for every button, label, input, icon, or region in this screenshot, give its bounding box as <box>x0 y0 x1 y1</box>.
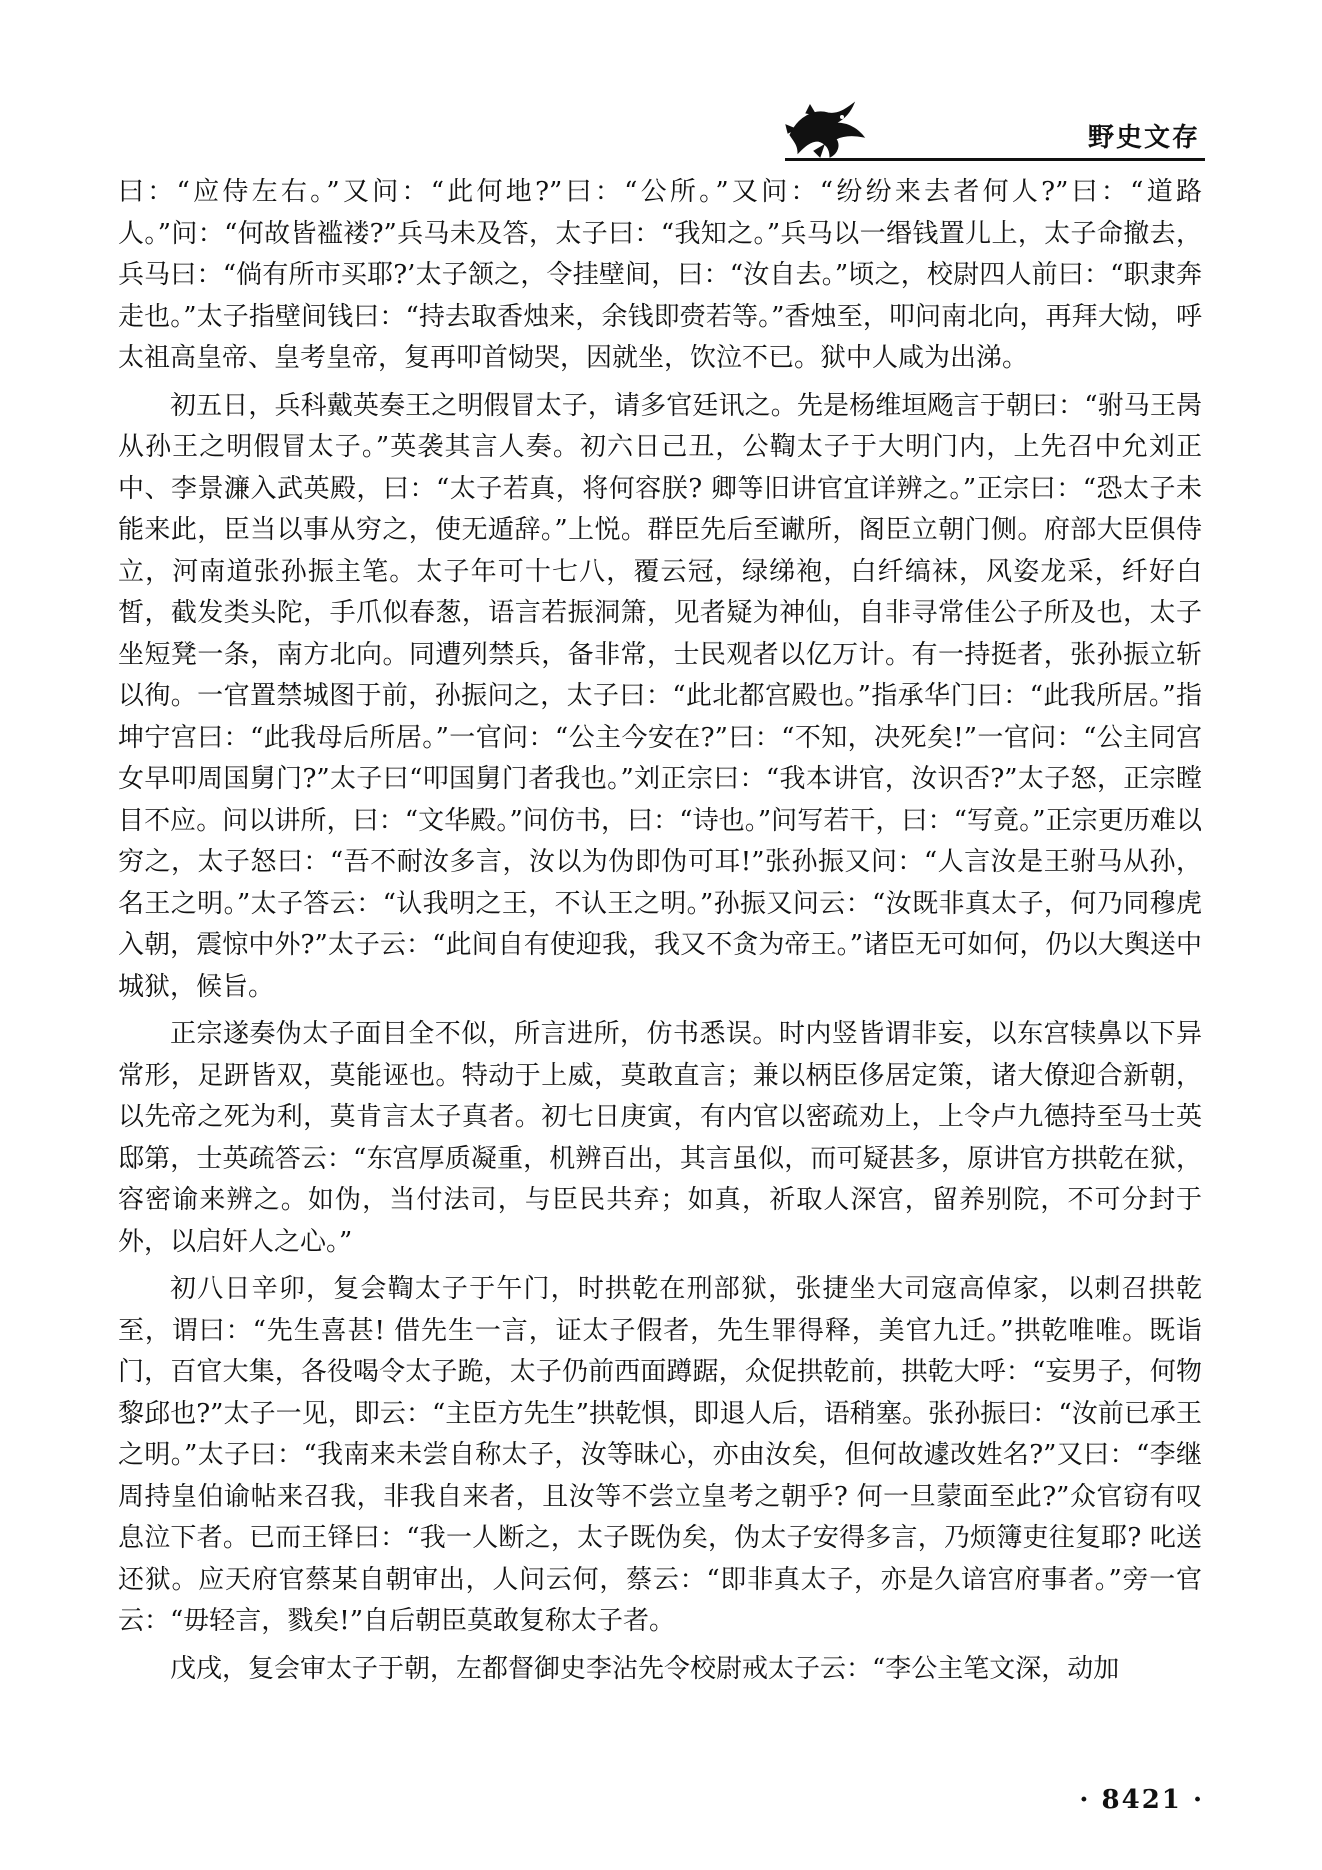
dragon-icon <box>780 95 870 161</box>
paragraph-5: 戊戌，复会审太子于朝，左都督御史李沾先令校尉戒太子云：“李公主笔文深，动加 <box>170 1653 1120 1684</box>
header-divider <box>785 158 1205 161</box>
page-number: · 8421 · <box>1079 1785 1204 1815</box>
paragraph-4: 初八日辛卯，复会鞫太子于午门，时拱乾在刑部狱，张捷坐大司寇高倬家，以刺召拱乾至，谓曰：“先生喜甚! 借先生一言，证太子假者，先生罪得释，美官九迁。”拱乾唯唯。既诣门，百官大集，各役喝令太子跪，太子仍前西面蹲踞，众促拱乾前，拱乾大呼：“妄男子，何物黎邱也?”太子一见，即云：“主臣方先生”拱乾惧，即退人后，语稍塞。张孙振曰：“汝前已承王之明。”太子曰：“我南来未尝自称太子，汝等昧心，亦由汝矣，但何故遽改姓名?”又曰：“李继周持皇伯谕帖来召我，非我自来者，且汝等不尝立皇考之朝乎? 何一旦蒙面至此?”众官窃有叹息泣下者。已而王铎曰：“我一人断之，太子既伪矣，伪太子安得多言，乃烦簿吏往复耶? 叱送还狱。应天府官蔡某自朝审出，人问云何，蔡云：“即非真太子，亦是久谙宫府事者。”旁一官云：“毋轻言，戮矣!”自后朝臣莫敢复称太子者。 <box>118 1274 1202 1636</box>
page-header <box>780 95 1200 165</box>
body-text <box>118 172 1202 1696</box>
paragraph-2: 初五日，兵科戴英奏王之明假冒太子，请多官廷讯之。先是杨维垣飏言于朝曰：“驸马王昺从孙王之明假冒太子。”英袭其言人奏。初六日己丑，公鞫太子于大明门内，上先召中允刘正中、李景濂入武英殿，曰：“太子若真，将何容朕? 卿等旧讲官宜详辨之。”正宗曰：“恐太子未能来此，臣当以事从穷之，使无遁辞。”上悦。群臣先后至谳所，阁臣立朝门侧。府部大臣俱侍立，河南道张孙振主笔。太子年可十七八，覆云冠，绿绨袍，白纤缟袜，风姿龙采，纤好白皙，截发类头陀，手爪似春葱，语言若振洞箫，见者疑为神仙，自非寻常佳公子所及也，太子坐短凳一条，南方北向。同遭列禁兵，备非常，士民观者以亿万计。有一持挺者，张孙振立斩以徇。一官置禁城图于前，孙振问之，太子曰：“此北都宫殿也。”指承华门曰：“此我所居。”指坤宁宫曰：“此我母后所居。”一官问：“公主今安在?”曰：“不知，决死矣!”一官问：“公主同宫女早叩周国舅门?”太子曰“叩国舅门者我也。”刘正宗曰：“我本讲官，汝识否?”太子怒，正宗瞠目不应。问以讲所，曰：“文华殿。”问仿书，曰：“诗也。”问写若干，曰：“写竟。”正宗更历难以穷之，太子怒曰：“吾不耐汝多言，汝以为伪即伪可耳!”张孙振又问：“人言汝是王驸马从孙，名王之明。”太子答云：“认我明之王，不认王之明。”孙振又问云：“汝既非真太子，何乃同穆虎入朝，震惊中外?”太子云：“此间自有使迎我，我又不贪为帝王。”诸臣无可如何，仍以大舆送中城狱，候旨。 <box>118 390 1202 1002</box>
series-title: 野史文存 <box>1087 123 1200 153</box>
paragraph-1: 曰：“应侍左右。”又问：“此何地?”曰：“公所。”又问：“纷纷来去者何人?”曰：“道路人。”问：“何故皆褴褛?”兵马未及答，太子曰：“我知之。”兵马以一缗钱置儿上，太子命撤去，兵马曰：“倘有所市买耶?’太子颔之，令挂壁间，曰：“汝自去。”顷之，校尉四人前曰：“职隶奔走也。”太子指壁间钱曰：“持去取香烛来，余钱即赍若等。”香烛至，叩问南北向，再拜大恸，呼太祖高皇帝、皇考皇帝，复再叩首恸哭，因就坐，饮泣不已。狱中人咸为出涕。 <box>118 177 1202 373</box>
paragraph-3: 正宗遂奏伪太子面目全不似，所言进所，仿书悉误。时内竖皆谓非妄，以东宫犊鼻以下异常形，足趼皆双，莫能诬也。特动于上威，莫敢直言；兼以柄臣侈居定策，诸大僚迎合新朝，以先帝之死为利，莫肯言太子真者。初七日庚寅，有内官以密疏劝上，上令卢九德持至马士英邸第，士英疏答云：“东宫厚质凝重，机辨百出，其言虽似，而可疑甚多，原讲官方拱乾在狱，容密谕来辨之。如伪，当付法司，与臣民共弃；如真，祈取人深宫，留养别院，不可分封于外，以启奸人之心。” <box>118 1019 1202 1257</box>
